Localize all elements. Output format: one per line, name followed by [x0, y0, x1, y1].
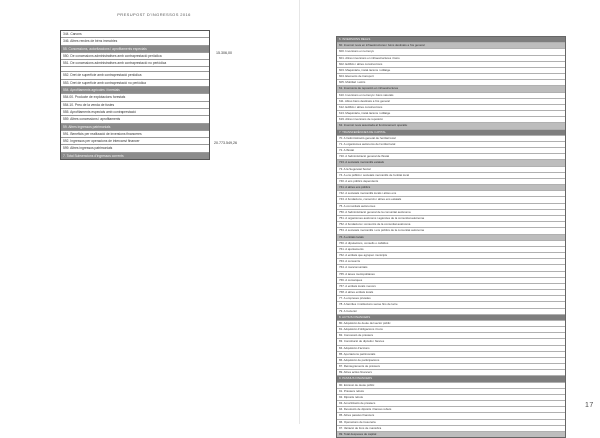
table-row: 765. A àrees metropolitanes [337, 272, 565, 278]
table-row: 612. Edificis i altres construccions [337, 105, 565, 111]
table-row: 762. A entitats que agrupen municipis [337, 253, 565, 259]
table-row: 600. Inversions en terrenys [337, 49, 565, 55]
table-row: 99. Total despeses de capital [337, 432, 565, 437]
table-row: 555. Aprofitaments especials amb contraprestació [61, 109, 209, 116]
table-row: 741. A altres ens públics [337, 185, 565, 191]
table-row: 76. A entitats locals [337, 235, 565, 241]
table-row: 346. Altres rendes de béns immobles [61, 38, 209, 45]
table-row: 613. Maquinària, instal·lacions i utillatge [337, 111, 565, 117]
table-row: 766. A comarques [337, 278, 565, 284]
table-row: 89. Altres actius financers [337, 370, 565, 376]
section-header-row: 8. ACTIUS FINANCERS [337, 315, 565, 321]
table-row: 95. Altres passius financers [337, 413, 565, 419]
table-row: 82. Concessió de préstecs [337, 333, 565, 339]
table-row: 604. Elements de transport [337, 74, 565, 80]
expense-table [336, 36, 566, 438]
table-row: 553. Dret de superfície amb contraprestació no periòdica [61, 80, 209, 87]
page-number: 17 [585, 402, 594, 409]
table-row: 81. Adquisició d'obligacions i bons [337, 327, 565, 333]
table-row: 768. A altres entitats locals [337, 290, 565, 296]
table-row: 611. Altres béns destinats a l'ús general [337, 99, 565, 105]
page-title: PRESUPOST D'INGRESSOS 2016 [117, 12, 191, 17]
table-row: 591. Beneficis per realització de inversions financeres [61, 131, 209, 138]
table-row: 592. Ingressos per operacions de intercanvi financer [61, 138, 209, 145]
table-row: 761. A ajuntaments [337, 247, 565, 253]
table-row: 87. Reintegraments de préstecs [337, 364, 565, 370]
table-row: 601. Altres inversions en infraestructures i béns [337, 56, 565, 62]
table-row: 97. Variació de fons de maniobra [337, 426, 565, 432]
table-row: 70. A l'administració general de l'entitat local [337, 136, 565, 142]
table-row: 344. Canons [61, 31, 209, 38]
left-page [0, 0, 299, 424]
table-row: 80. Adquisició de deute del sector públic [337, 321, 565, 327]
table-row: 610. Inversions en terrenys i béns naturals [337, 93, 565, 99]
table-row: 740. A ens públics dependents [337, 179, 565, 185]
table-row: 742. A societats mercantils locals i altres ens [337, 191, 565, 197]
table-row: 554.00. Producte de explotacions forestals [61, 94, 209, 101]
table-row: 720. A l'administració general de l'Estat [337, 154, 565, 160]
table-row: 72. A l'Estat [337, 148, 565, 154]
table-row: 77. A empreses privades [337, 296, 565, 302]
table-row: 767. A entitats locals menors [337, 284, 565, 290]
table-row: 559. Altres concessions i aprofitaments [61, 116, 209, 123]
table-row: 551. De concessions administratives amb contraprestació no periòdica [61, 60, 209, 67]
table-row: 62. Inversió nova associada al funcionament operatiu [337, 123, 565, 129]
table-row: 605. Mobiliari i estris [337, 80, 565, 86]
table-row: 83. Constitució de dipòsits i fiances [337, 339, 565, 345]
table-row: 60. Inversió nova en infraestructures i béns destinats a l'ús general [337, 43, 565, 49]
table-row: 599. Altres ingressos patrimonials [61, 145, 209, 152]
table-row: 84. Adquisició d'accions [337, 346, 565, 352]
table-row: 763. A consorcis [337, 259, 565, 265]
table-row: 92. Dipòsits rebuts [337, 395, 565, 401]
table-row: 79. A l'exterior [337, 309, 565, 315]
table-row: 73. A la Seguretat Social [337, 167, 565, 173]
section-header-row: 554. Aprofitaments agrícoles i forestals [61, 87, 209, 94]
table-row: 96. Operacions de tresoreria [337, 420, 565, 426]
table-row: 552. Dret de superfície amb contraprestació periòdica [61, 72, 209, 79]
table-row: 61. Inversions de reposició en infraestructures [337, 86, 565, 92]
section-header-row: 7. TRANSFERÈNCIES DE CAPITAL [337, 130, 565, 136]
section-header-row: 59. Altres ingressos patrimonials [61, 124, 209, 131]
table-row: 85. Aportacions patrimonials [337, 352, 565, 358]
income-table [60, 30, 210, 160]
table-row: 619. Altres inversions de reposició [337, 117, 565, 123]
table-row: 723. A societats mercantils estatals [337, 160, 565, 166]
table-row: 760. A diputacions, consells o cabildos [337, 241, 565, 247]
table-row: 86. Adquisició de participacions [337, 358, 565, 364]
table-row: 90. Emissió de deute públic [337, 383, 565, 389]
table-row: 752. A fundacions i consorcis de la comunitat autònoma [337, 222, 565, 228]
table-row: 751. A organismes autònoms i agències de la comunitat autònoma [337, 216, 565, 222]
section-header-row: 6. INVERSIONS REALS [337, 37, 565, 43]
total-amount-value: 20.773.549,26 [214, 141, 237, 145]
table-row: 75. A comunitats autònomes [337, 204, 565, 210]
section-header-row: 9. PASSIUS FINANCERS [337, 376, 565, 382]
table-row: 94. Devolució de dipòsits i fiances rebuts [337, 407, 565, 413]
section-header-row: 55. Concessions, autoritzacions i aprofitaments especials [61, 46, 209, 53]
table-row: 74. A ens públics i societats mercantils de l'entitat local [337, 173, 565, 179]
table-row: 91. Préstecs rebuts [337, 389, 565, 395]
section-header-row: 7. Total Subvencions d'ingressos corrents [61, 153, 209, 159]
right-page [300, 0, 600, 436]
table-row: 93. Amortització de préstecs [337, 401, 565, 407]
table-row: 753. A societats mercantils i ens públics de la comunitat autònoma [337, 228, 565, 234]
amount-value: 15.306,00 [216, 51, 232, 55]
table-row: 554.10. Preu de la venda de fustes [61, 102, 209, 109]
table-row: 78. A famílies i institucions sense fins de lucre [337, 302, 565, 308]
table-row: 750. A l'administració general de la comunitat autònoma [337, 210, 565, 216]
table-row: 602. Edificis i altres construccions [337, 62, 565, 68]
table-row: 603. Maquinària, instal·lacions i utillatge [337, 68, 565, 74]
table-row: 743. A fundacions, consorcis i altres ens estatals [337, 197, 565, 203]
table-row: 550. De concessions administratives amb contraprestació periòdica [61, 53, 209, 60]
table-row: 764. A mancomunitats [337, 265, 565, 271]
table-row: 71. A organismes autònoms de l'entitat local [337, 142, 565, 148]
